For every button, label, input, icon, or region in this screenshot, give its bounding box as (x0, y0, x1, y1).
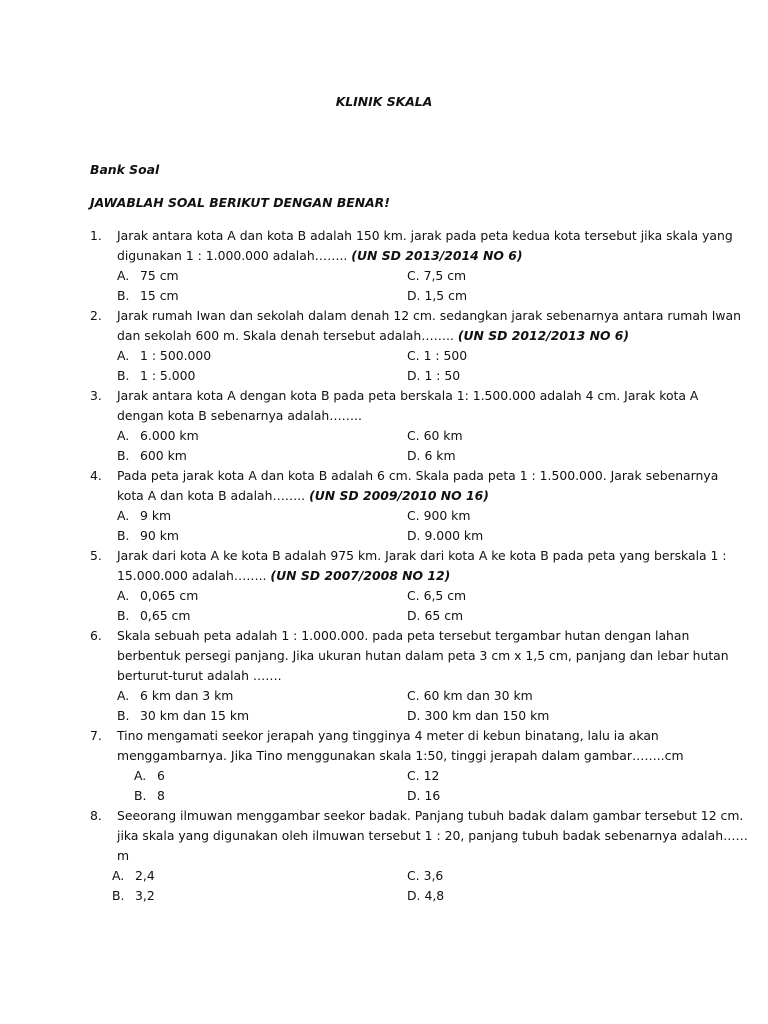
option-letter: B. (134, 788, 147, 803)
answer-option (407, 686, 533, 706)
instruction-text: JAWABLAH SOAL BERIKUT DENGAN BENAR! (90, 195, 390, 210)
option-text: 600 km (140, 448, 187, 463)
exam-source: (UN SD 2012/2013 NO 6) (457, 328, 630, 343)
option-letter: A. (117, 268, 130, 283)
option-row (0, 446, 768, 466)
option-letter: D. (407, 288, 421, 303)
option-text: 900 km (423, 508, 471, 523)
question-line (0, 306, 768, 326)
question-8 (0, 806, 768, 906)
answer-option (117, 366, 195, 386)
answer-option (407, 706, 549, 726)
exam-source: (UN SD 2007/2008 NO 12) (270, 568, 451, 583)
question-text-segment: Jarak antara kota A dan kota B adalah 150 km. jarak pada peta kedua kota tersebut jika skala yang (117, 228, 733, 243)
answer-option (407, 526, 483, 546)
question-text-segment: menggambarnya. Jika Tino menggunakan skala 1:50, tinggi jerapah dalam gambar……..cm (117, 748, 684, 763)
option-text: 1 : 500.000 (140, 348, 212, 363)
answer-option (407, 606, 463, 626)
option-text: 6.000 km (140, 428, 199, 443)
option-row (0, 346, 768, 366)
question-line (0, 546, 768, 566)
option-text: 3,2 (135, 888, 155, 903)
option-text: 7,5 cm (423, 268, 467, 283)
option-text: 1 : 5.000 (140, 368, 196, 383)
question-text-segment: Jarak antara kota A dengan kota B pada peta berskala 1: 1.500.000 adalah 4 cm. Jarak kota A (117, 388, 699, 403)
option-text: 90 km (140, 528, 179, 543)
option-letter: C. (407, 768, 420, 783)
option-letter: D. (407, 608, 421, 623)
bank-label: Bank Soal (90, 162, 160, 177)
question-text (117, 466, 718, 486)
question-number: 3. (90, 388, 102, 403)
question-text-segment: Seeorang ilmuwan menggambar seekor badak. Panjang tubuh badak dalam gambar tersebut 12 cm. (117, 808, 744, 823)
question-number: 5. (90, 548, 102, 563)
option-row (0, 786, 768, 806)
option-text: 0,065 cm (140, 588, 199, 603)
option-letter: C. (407, 268, 420, 283)
question-text (117, 626, 689, 646)
question-text-segment: Jarak dari kota A ke kota B adalah 975 km. Jarak dari kota A ke kota B pada peta yang berskala 1 : (117, 548, 727, 563)
option-letter: C. (407, 428, 420, 443)
option-text: 15 cm (140, 288, 179, 303)
question-line (0, 566, 768, 586)
question-line (0, 246, 768, 266)
question-text-segment: Jarak rumah Iwan dan sekolah dalam denah 12 cm. sedangkan jarak sebenarnya antara rumah Iwan (117, 308, 741, 323)
option-letter: D. (407, 788, 421, 803)
answer-option (117, 506, 171, 526)
question-text-segment: dan sekolah 600 m. Skala denah tersebut adalah…….. (117, 328, 458, 343)
option-text: 300 km dan 150 km (424, 708, 550, 723)
question-text-segment: Tino mengamati seekor jerapah yang tingginya 4 meter di kebun binatang, lalu ia akan (117, 728, 659, 743)
question-1 (0, 226, 768, 306)
answer-option (407, 886, 444, 906)
answer-option (117, 266, 179, 286)
question-line (0, 226, 768, 246)
question-4 (0, 466, 768, 546)
answer-option (117, 426, 199, 446)
question-number: 4. (90, 468, 102, 483)
question-text-segment: Skala sebuah peta adalah 1 : 1.000.000. pada peta tersebut tergambar hutan dengan lahan (117, 628, 690, 643)
option-text: 60 km dan 30 km (423, 688, 533, 703)
question-line (0, 746, 768, 766)
question-line (0, 406, 768, 426)
option-row (0, 686, 768, 706)
option-letter: C. (407, 588, 420, 603)
option-text: 30 km dan 15 km (140, 708, 250, 723)
answer-option (407, 446, 456, 466)
option-letter: B. (117, 448, 130, 463)
question-number: 7. (90, 728, 102, 743)
answer-option (112, 886, 155, 906)
option-text: 4,8 (424, 888, 445, 903)
question-text (117, 386, 698, 406)
option-letter: B. (117, 288, 130, 303)
answer-option (407, 786, 440, 806)
answer-option (117, 706, 249, 726)
answer-option (117, 286, 179, 306)
answer-option (407, 866, 443, 886)
question-text (117, 826, 748, 846)
question-text (117, 326, 629, 346)
answer-option (117, 586, 198, 606)
option-text: 75 cm (140, 268, 179, 283)
option-letter: A. (117, 508, 130, 523)
question-text (117, 666, 282, 686)
question-number: 6. (90, 628, 102, 643)
option-text: 9.000 km (424, 528, 484, 543)
option-letter: A. (112, 868, 125, 883)
option-letter: D. (407, 708, 421, 723)
option-text: 6,5 cm (423, 588, 467, 603)
option-letter: A. (117, 428, 130, 443)
option-text: 1,5 cm (424, 288, 468, 303)
option-row (0, 606, 768, 626)
question-line (0, 626, 768, 646)
question-line (0, 386, 768, 406)
question-text-segment: kota A dan kota B adalah…….. (117, 488, 310, 503)
option-row (0, 506, 768, 526)
option-text: 6 km dan 3 km (140, 688, 234, 703)
option-letter: B. (117, 528, 130, 543)
option-row (0, 866, 768, 886)
option-text: 1 : 500 (423, 348, 468, 363)
option-text: 3,6 (423, 868, 444, 883)
question-text (117, 306, 741, 326)
option-text: 9 km (140, 508, 172, 523)
question-number: 8. (90, 808, 102, 823)
question-text (117, 546, 727, 566)
option-letter: C. (407, 348, 420, 363)
option-text: 2,4 (135, 868, 155, 883)
question-text (117, 406, 362, 426)
exam-source: (UN SD 2009/2010 NO 16) (309, 488, 489, 503)
answer-option (134, 786, 165, 806)
option-row (0, 586, 768, 606)
question-text-segment: Pada peta jarak kota A dan kota B adalah 6 cm. Skala pada peta 1 : 1.500.000. Jarak sebenarnya (117, 468, 719, 483)
option-letter: C. (407, 508, 420, 523)
option-letter: B. (117, 708, 130, 723)
question-3 (0, 386, 768, 466)
answer-option (407, 346, 467, 366)
option-letter: B. (117, 368, 130, 383)
option-letter: A. (117, 588, 130, 603)
question-number: 2. (90, 308, 102, 323)
question-text (117, 806, 743, 826)
option-letter: C. (407, 868, 420, 883)
option-letter: B. (117, 608, 130, 623)
answer-option (117, 606, 190, 626)
option-letter: C. (407, 688, 420, 703)
option-row (0, 526, 768, 546)
option-letter: A. (134, 768, 147, 783)
question-line (0, 806, 768, 826)
option-text: 65 cm (424, 608, 464, 623)
option-text: 0,65 cm (140, 608, 191, 623)
option-letter: D. (407, 888, 421, 903)
question-text-segment: digunakan 1 : 1.000.000 adalah…….. (117, 248, 352, 263)
option-letter: D. (407, 528, 421, 543)
option-row (0, 886, 768, 906)
option-text: 8 (157, 788, 165, 803)
exam-source: (UN SD 2013/2014 NO 6) (351, 248, 523, 263)
question-text (117, 566, 450, 586)
question-text (117, 726, 659, 746)
option-row (0, 426, 768, 446)
option-letter: D. (407, 368, 421, 383)
answer-option (134, 766, 165, 786)
option-text: 6 (157, 768, 165, 783)
option-letter: D. (407, 448, 421, 463)
option-text: 60 km (423, 428, 463, 443)
answer-option (407, 586, 466, 606)
question-text-segment: 15.000.000 adalah…….. (117, 568, 271, 583)
answer-option (407, 366, 460, 386)
question-list (0, 226, 768, 906)
answer-option (407, 506, 470, 526)
question-6 (0, 626, 768, 726)
question-line (0, 826, 768, 846)
option-row (0, 286, 768, 306)
question-text (117, 486, 489, 506)
question-text (117, 846, 129, 866)
question-line (0, 466, 768, 486)
answer-option (117, 686, 233, 706)
question-text (117, 226, 733, 246)
option-row (0, 706, 768, 726)
answer-option (407, 766, 439, 786)
answer-option (117, 526, 179, 546)
answer-option (117, 446, 187, 466)
answer-option (407, 266, 466, 286)
question-text (117, 746, 684, 766)
question-text-segment: dengan kota B sebenarnya adalah…….. (117, 408, 362, 423)
option-text: 16 (424, 788, 441, 803)
option-letter: B. (112, 888, 125, 903)
question-line (0, 646, 768, 666)
option-row (0, 366, 768, 386)
answer-option (112, 866, 155, 886)
option-row (0, 266, 768, 286)
option-row (0, 766, 768, 786)
option-text: 12 (423, 768, 440, 783)
answer-option (407, 286, 467, 306)
option-letter: A. (117, 688, 130, 703)
option-text: 1 : 50 (424, 368, 461, 383)
document-title: KLINIK SKALA (335, 94, 433, 109)
question-number: 1. (90, 228, 102, 243)
question-line (0, 666, 768, 686)
question-line (0, 726, 768, 746)
answer-option (407, 426, 463, 446)
question-line (0, 846, 768, 866)
question-line (0, 326, 768, 346)
question-text-segment: berbentuk persegi panjang. Jika ukuran hutan dalam peta 3 cm x 1,5 cm, panjang dan lebar hutan (117, 648, 729, 663)
question-line (0, 486, 768, 506)
question-text-segment: jika skala yang digunakan oleh ilmuwan tersebut 1 : 20, panjang tubuh badak sebenarnya adalah…… (117, 828, 748, 843)
question-text-segment: m (117, 848, 130, 863)
question-2 (0, 306, 768, 386)
question-5 (0, 546, 768, 626)
question-7 (0, 726, 768, 806)
question-text (117, 246, 523, 266)
question-text-segment: berturut-turut adalah ……. (117, 668, 282, 683)
option-text: 6 km (424, 448, 456, 463)
option-letter: A. (117, 348, 130, 363)
answer-option (117, 346, 211, 366)
question-text (117, 646, 729, 666)
